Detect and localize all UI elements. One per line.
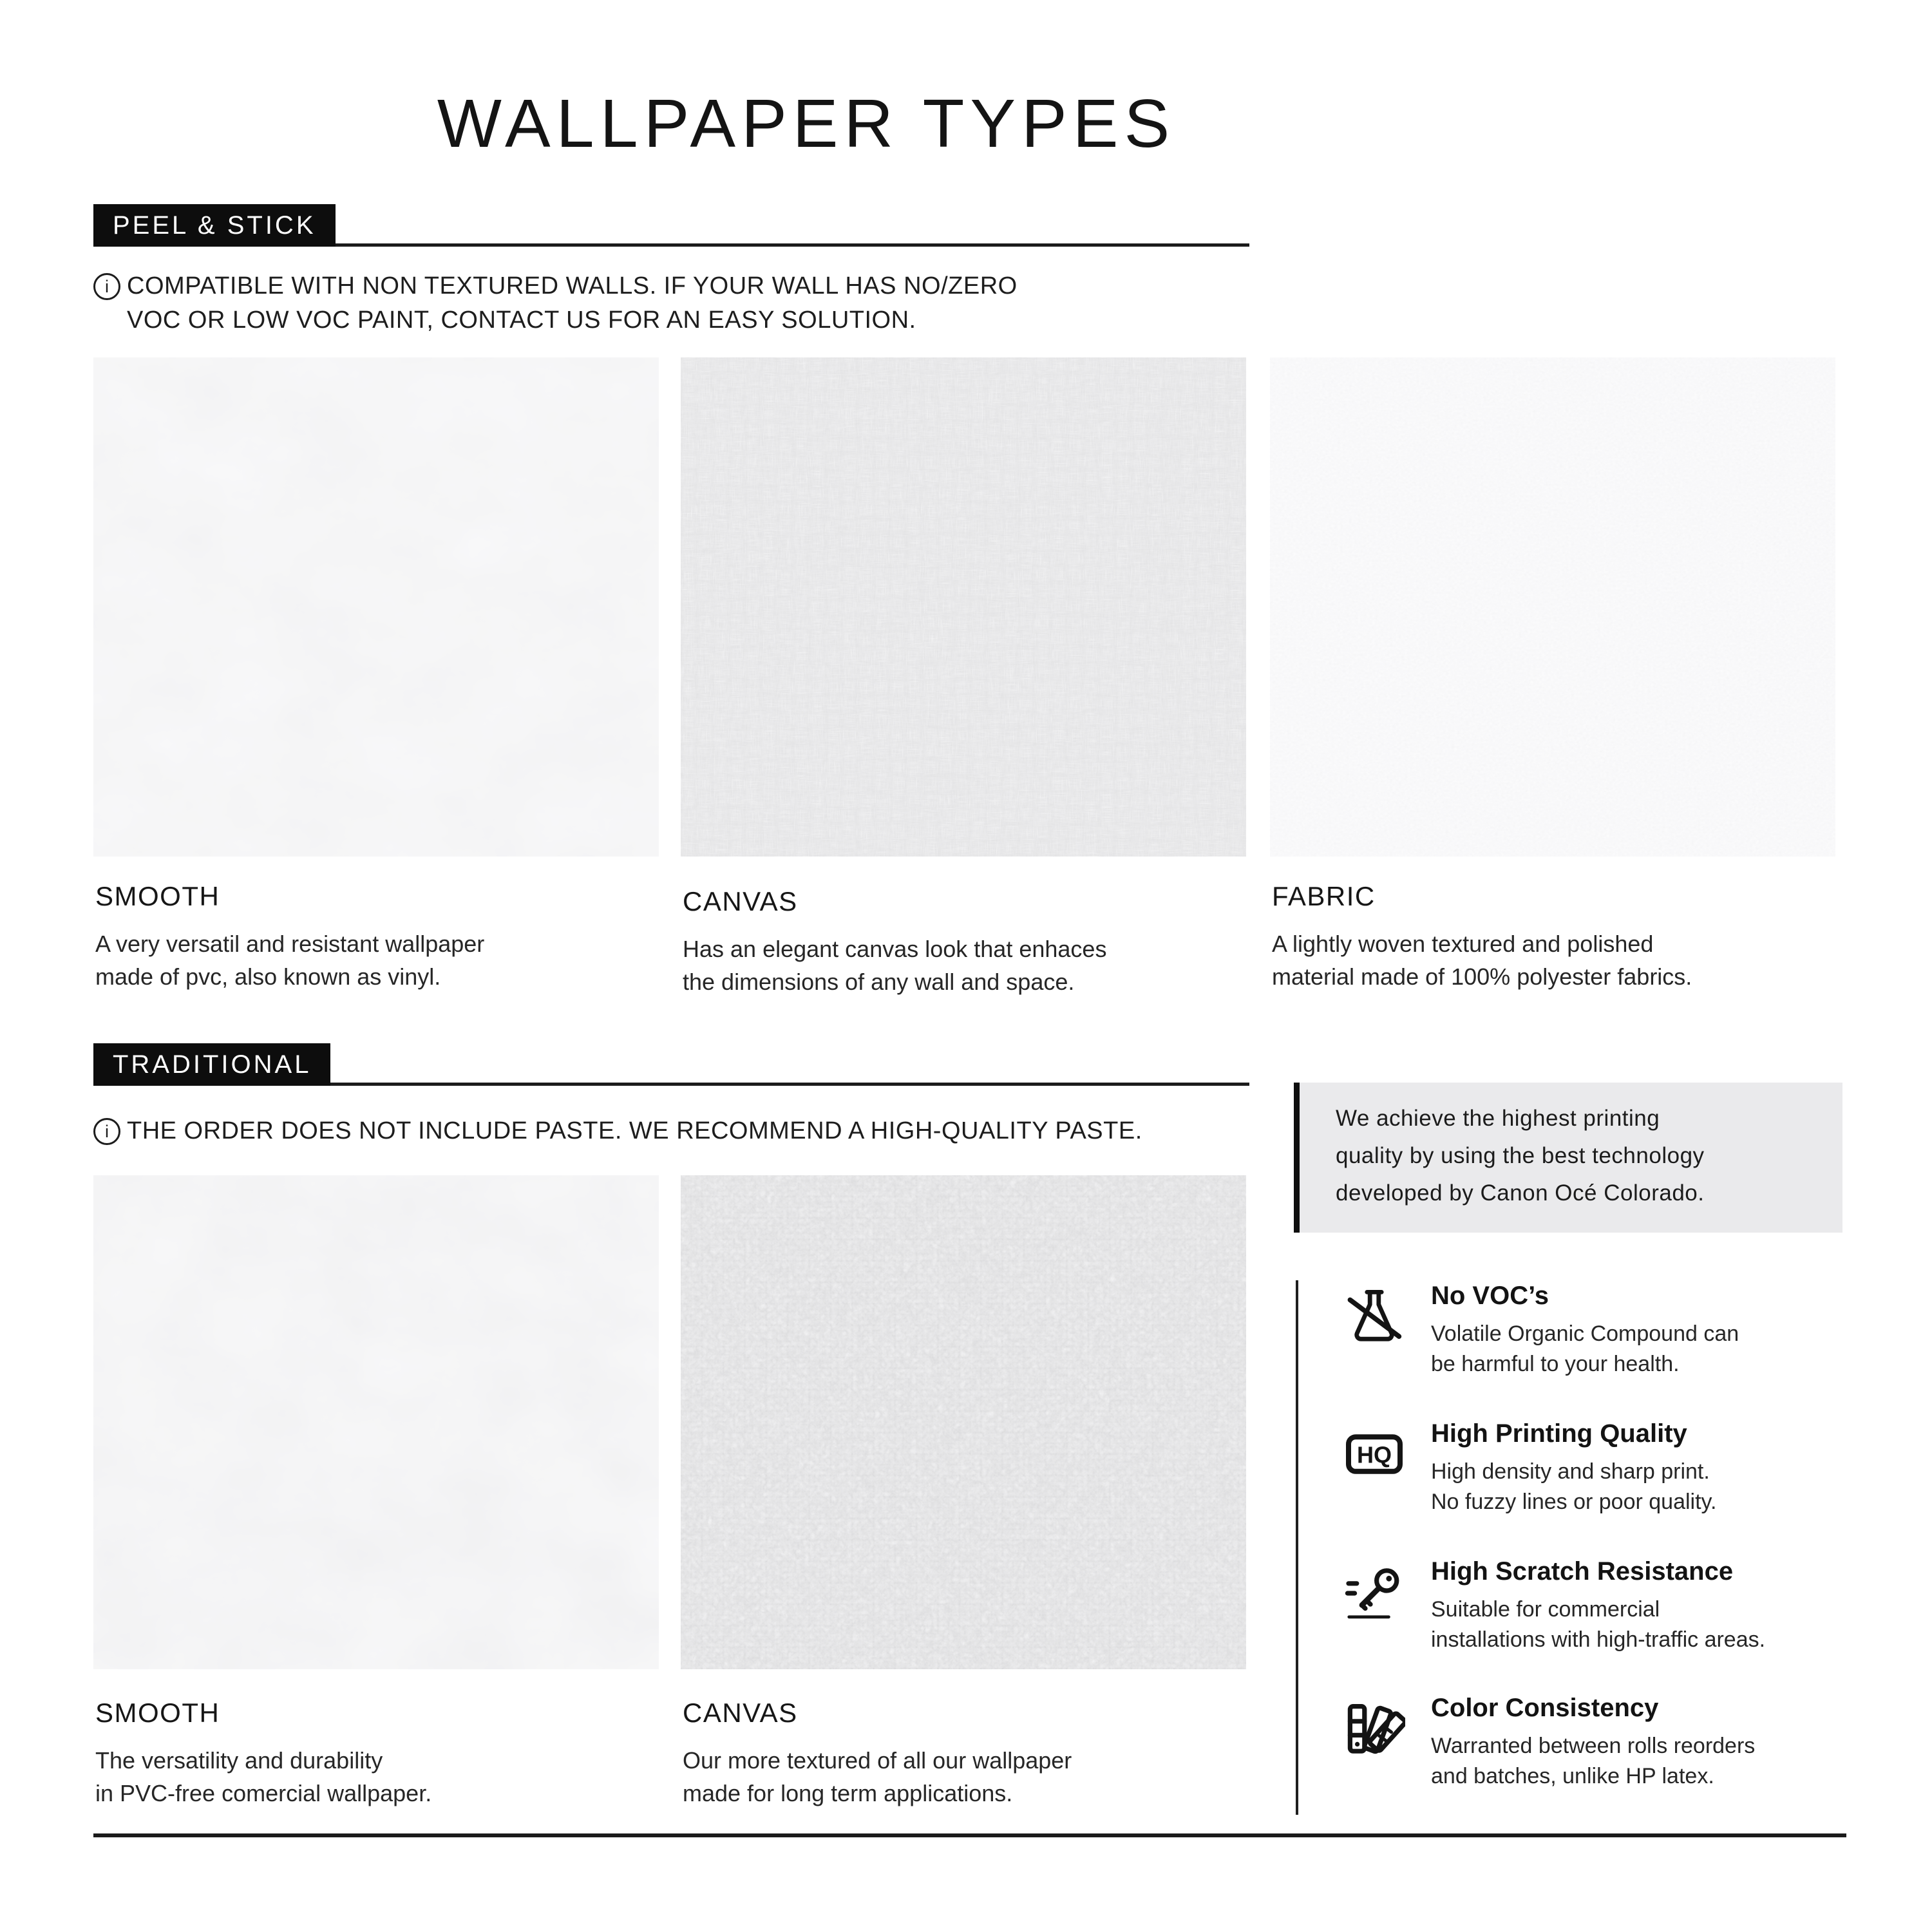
fine-canvas-weave-texture <box>681 357 1246 857</box>
info-icon: i <box>93 1118 120 1145</box>
svg-text:HQ: HQ <box>1357 1441 1392 1468</box>
canvas-swatch-image <box>681 357 1246 857</box>
peel-stick-note <box>93 269 1018 337</box>
swatch-caption-smooth-1: SMOOTH A very versatil and resistant wallpaper made of pvc, also known as vinyl. <box>95 881 485 990</box>
section-label-traditional: TRADITIONAL <box>93 1043 330 1086</box>
printing-quality-callout: We achieve the highest printing quality by using the best technology developed by Canon Océ Colorado. <box>1294 1083 1842 1233</box>
scratch-key-icon <box>1343 1561 1405 1623</box>
swatch-caption-canvas-2: CANVAS Our more textured of all our wallpaper made for long term applications. <box>683 1698 1072 1806</box>
page-title: WALLPAPER TYPES <box>437 86 1176 162</box>
swatch-caption-canvas-1: CANVAS Has an elegant canvas look that enhaces the dimensions of any wall and space. <box>683 886 1107 995</box>
swatch-caption-smooth-2: SMOOTH The versatility and durability in PVC-free comercial wallpaper. <box>95 1698 432 1806</box>
color-swatches-icon <box>1343 1698 1405 1759</box>
no-voc-flask-icon <box>1343 1285 1405 1347</box>
peel-stick-note-line1: COMPATIBLE WITH NON TEXTURED WALLS. IF YOUR WALL HAS NO/ZERO <box>127 272 1018 299</box>
traditional-note <box>93 1114 1142 1148</box>
feature-no-voc: No VOC’s Volatile Organic Compound can be harmful to your health. <box>1343 1282 1852 1379</box>
woven-linen-texture <box>1270 357 1835 857</box>
fabric-swatch-image <box>1270 357 1835 857</box>
section-label-peel-stick: PEEL & STICK <box>93 204 336 247</box>
feature-high-scratch-resistance: High Scratch Resistance Suitable for commercial installations with high-traffic areas. <box>1343 1557 1852 1655</box>
smooth-swatch-image <box>93 357 659 857</box>
smooth-paper-texture <box>93 1175 659 1669</box>
coarse-canvas-weave-texture <box>681 1175 1246 1669</box>
feature-high-printing-quality: HQ High Printing Quality High density and sharp print. No fuzzy lines or poor quality. <box>1343 1419 1852 1517</box>
swatch-caption-fabric: FABRIC A lightly woven textured and polished material made of 100% polyester fabrics. <box>1272 881 1692 990</box>
smooth-swatch-image-2 <box>93 1175 659 1669</box>
canvas-swatch-image-2 <box>681 1175 1246 1669</box>
smooth-paper-texture <box>93 357 659 857</box>
peel-stick-note-line2: VOC OR LOW VOC PAINT, CONTACT US FOR AN EASY SOLUTION. <box>127 307 916 334</box>
info-icon: i <box>93 273 120 300</box>
features-divider <box>1296 1280 1298 1815</box>
swatch-title: SMOOTH <box>95 1698 220 1728</box>
traditional-note-line1: THE ORDER DOES NOT INCLUDE PASTE. WE RECOMMEND A HIGH-QUALITY PASTE. <box>127 1117 1142 1144</box>
bottom-divider <box>93 1833 1846 1837</box>
swatch-title: CANVAS <box>683 886 798 916</box>
swatch-title: FABRIC <box>1272 881 1376 911</box>
hq-badge-icon <box>1343 1423 1405 1485</box>
swatch-title: SMOOTH <box>95 881 220 911</box>
swatch-title: CANVAS <box>683 1698 798 1728</box>
feature-color-consistency: Color Consistency Warranted between rolls reorders and batches, unlike HP latex. <box>1343 1694 1852 1792</box>
